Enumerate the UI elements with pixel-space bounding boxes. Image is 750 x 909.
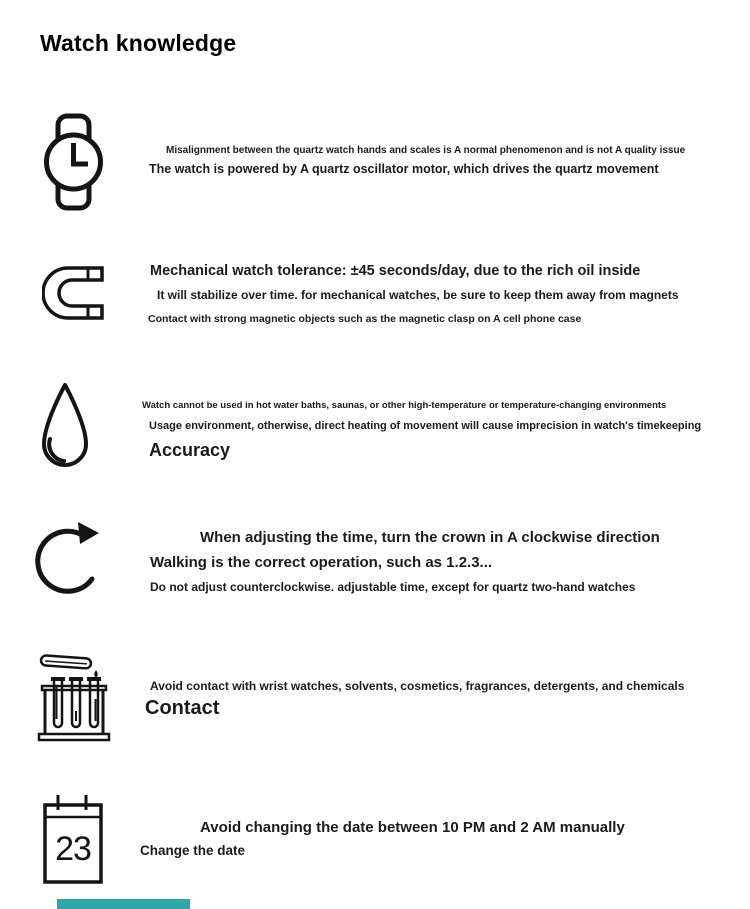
crown-note-sub: Walking is the correct operation, such as 1.2.3... — [150, 554, 493, 571]
water-drop-icon — [40, 381, 90, 475]
accuracy-heading: Accuracy — [149, 440, 231, 460]
accuracy-note-sub: Usage environment, otherwise, direct heating of movement will cause imprecision in watch's timekeeping — [149, 420, 702, 432]
teal-accent-bar — [57, 899, 190, 909]
crown-note-small: Do not adjust counterclockwise. adjustable time, except for quartz two-hand watches — [150, 580, 636, 594]
contact-heading: Contact — [145, 697, 220, 719]
magnet-note-title: Mechanical watch tolerance: ±45 seconds/day, due to the rich oil inside — [150, 263, 641, 279]
wrist-watch-icon — [42, 112, 105, 212]
test-tubes-icon — [35, 649, 111, 746]
date-note-title: Avoid changing the date between 10 PM and 2 AM manually — [200, 819, 625, 836]
magnet-icon — [42, 265, 105, 323]
calendar-day-number: 23 — [55, 830, 91, 868]
watch-note-main: The watch is powered by A quartz oscillator motor, which drives the quartz movement — [149, 162, 659, 176]
chemicals-note: Avoid contact with wrist watches, solvents, cosmetics, fragrances, detergents, and chemicals — [150, 679, 685, 693]
crown-note-title: When adjusting the time, turn the crown in A clockwise direction — [200, 529, 660, 546]
date-note-sub: Change the date — [140, 843, 246, 858]
magnet-note-sub: It will stabilize over time. for mechanical watches, be sure to keep them away from magnets — [157, 288, 679, 302]
calendar-icon — [42, 792, 104, 885]
watch-note-small: Misalignment between the quartz watch hands and scales is A normal phenomenon and is not A quality issue — [166, 145, 686, 156]
accuracy-note-small: Watch cannot be used in hot water baths, saunas, or other high-temperature or temperature-changing environments — [142, 400, 667, 411]
magnet-note-small: Contact with strong magnetic objects such as the magnetic clasp on A cell phone case — [148, 313, 582, 325]
page-title: Watch knowledge — [40, 30, 237, 56]
clockwise-arrow-icon — [32, 519, 106, 605]
